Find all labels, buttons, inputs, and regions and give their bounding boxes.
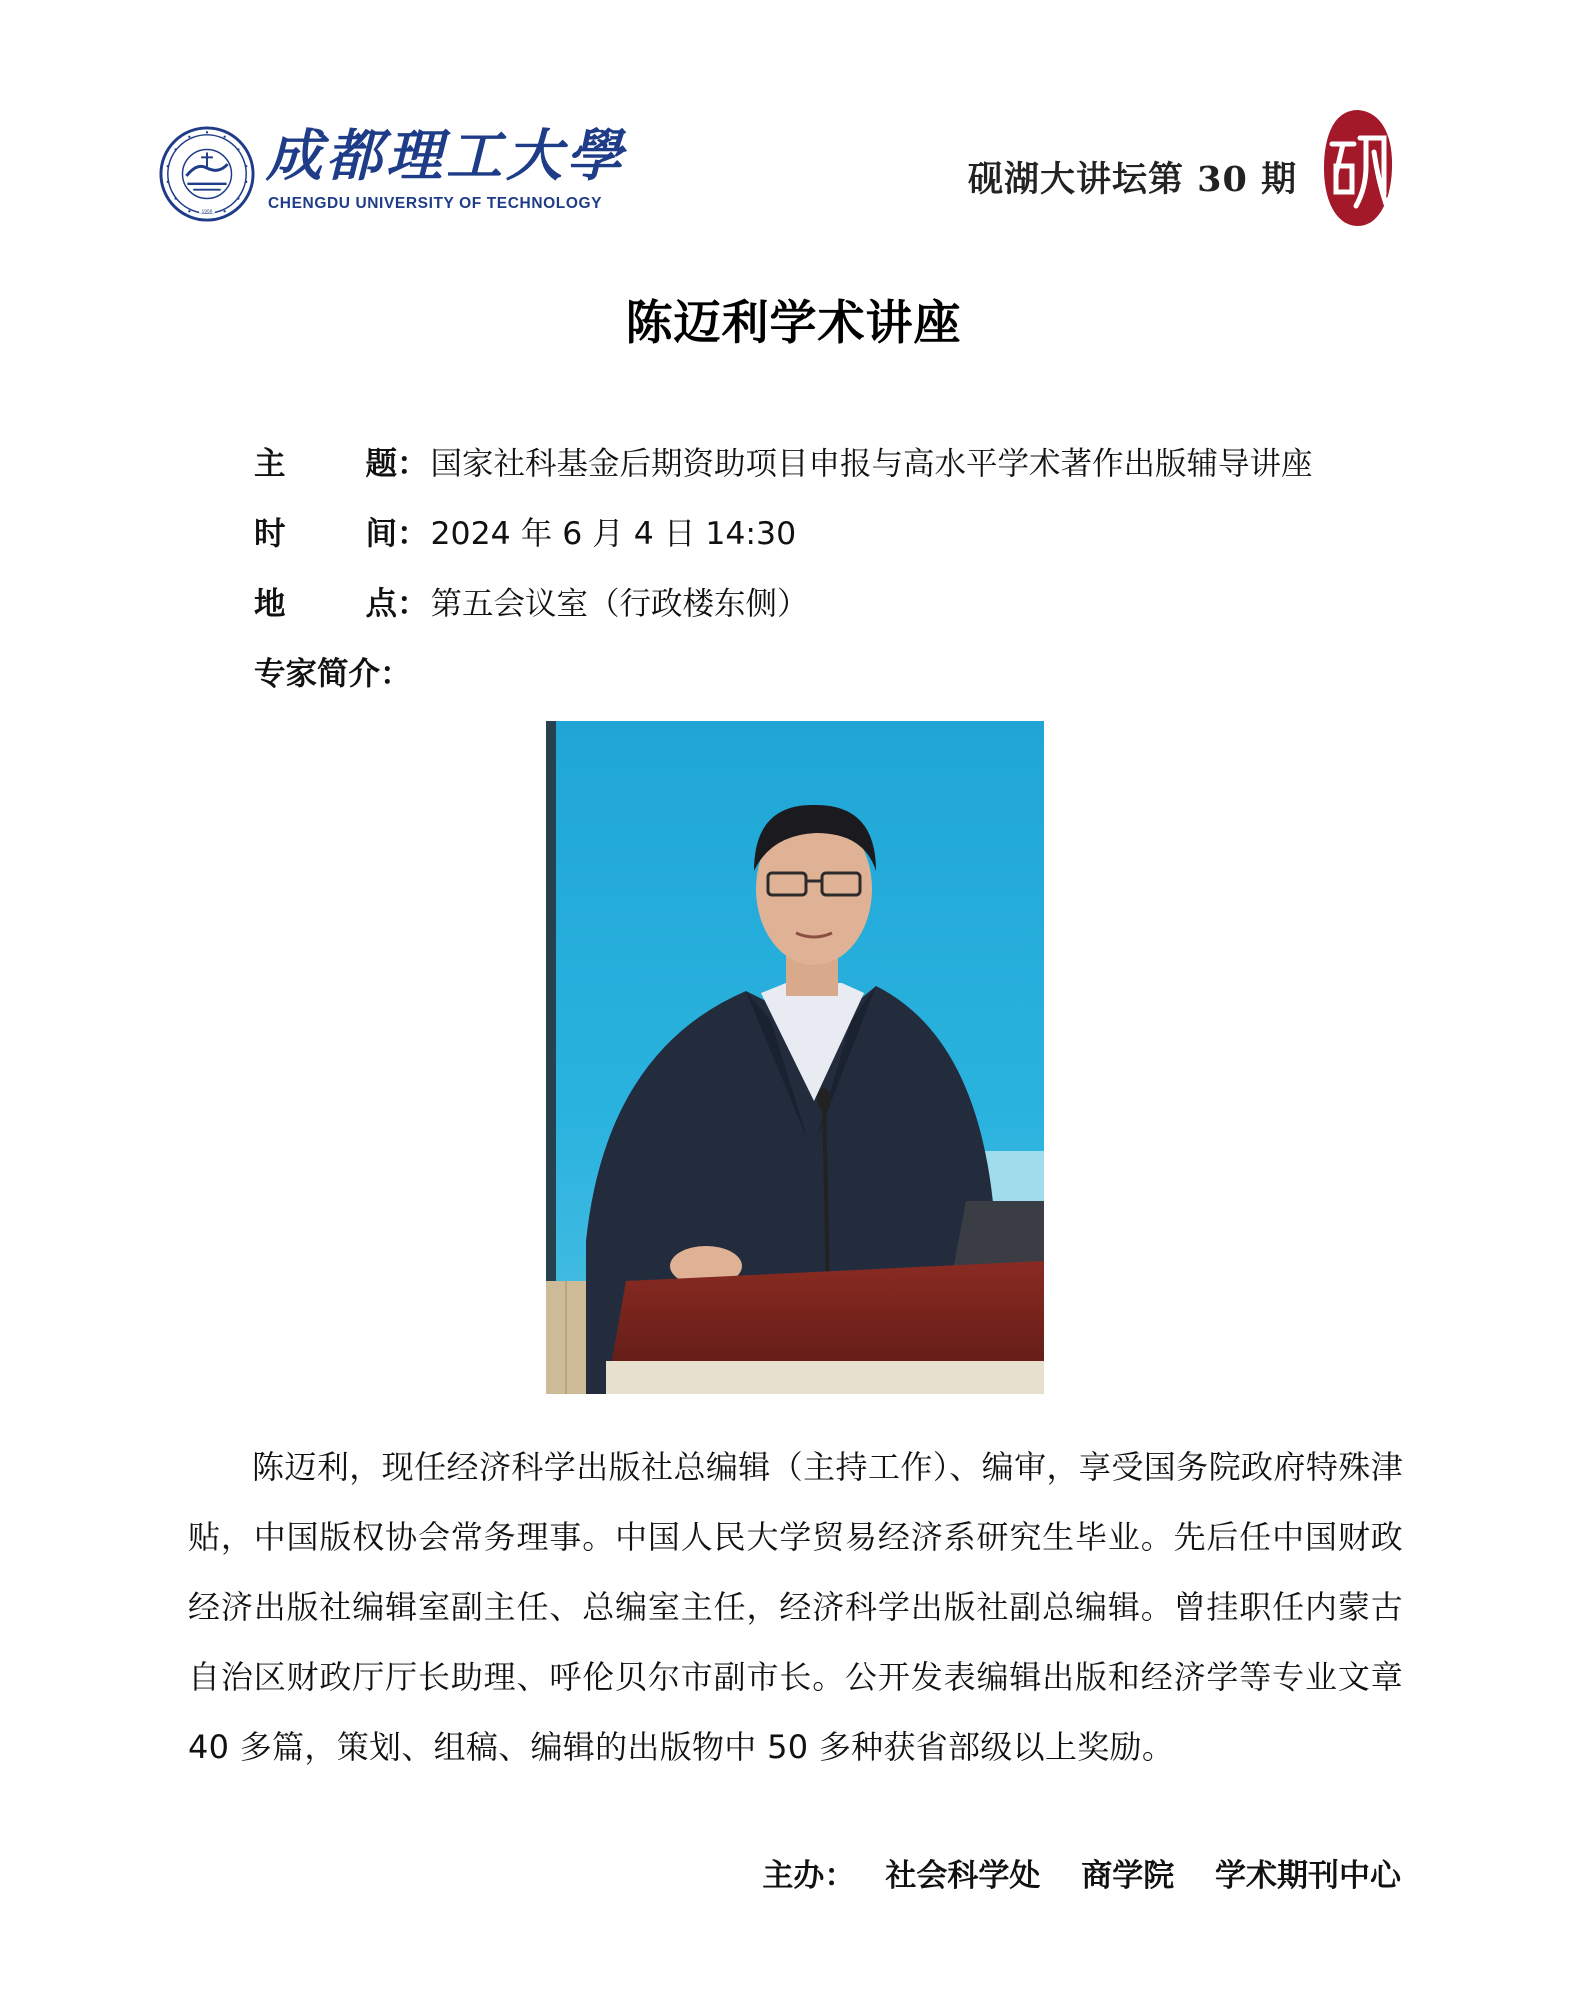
speaker-biography: 陈迈利，现任经济科学出版社总编辑（主持工作）、编审，享受国务院政府特殊津贴，中国版权协会常务理事。中国人民大学贸易经济系研究生毕业。先后任中国财政经济出版社编辑室副主任、总编室主任，经济科学出版社副总编辑。曾挂职任内蒙古自治区财政厅厅长助理、呼伦贝尔市副市长。公开发表编辑出版和经济学等专业文章 40 多篇，策划、组稿、编辑的出版物中 50 多种获省部级以上奖励。 bbox=[188, 1448, 1403, 1766]
topic-value: 国家社科基金后期资助项目申报与高水平学术著作出版辅导讲座 bbox=[430, 446, 1313, 482]
university-name-en: CHENGDU UNIVERSITY OF TECHNOLOGY bbox=[268, 195, 603, 212]
organizer-item: 学术期刊中心 bbox=[1215, 1858, 1401, 1894]
organizers bbox=[762, 1850, 1401, 1895]
lecture-info bbox=[254, 444, 1404, 724]
expert-intro-label: 专家简介： bbox=[254, 656, 412, 692]
time-value: 2024 年 6 月 4 日 14:30 bbox=[430, 516, 797, 552]
page-header bbox=[0, 0, 1587, 240]
lecture-title: 陈迈利学术讲座 bbox=[625, 296, 962, 351]
university-seal-logo bbox=[158, 125, 256, 223]
yan-seal-logo bbox=[1322, 108, 1394, 228]
svg-text:1956: 1956 bbox=[201, 209, 213, 215]
place-value: 第五会议室（行政楼东侧） bbox=[430, 586, 809, 622]
topic-colon: ： bbox=[397, 446, 429, 482]
topic-row bbox=[254, 444, 1404, 514]
place-colon: ： bbox=[397, 586, 429, 622]
topic-label: 主 题 bbox=[254, 446, 397, 482]
time-row bbox=[254, 514, 1404, 584]
organizer-item: 商学院 bbox=[1081, 1858, 1175, 1894]
time-label: 时 间 bbox=[254, 516, 397, 552]
time-colon: ： bbox=[397, 516, 429, 552]
organizers-label: 主办： bbox=[762, 1858, 856, 1894]
forum-series-title: 砚湖大讲坛第 30 期 bbox=[968, 159, 1298, 200]
expert-row bbox=[254, 654, 1404, 724]
organizer-item: 社会科学处 bbox=[885, 1858, 1041, 1894]
university-name-cn: 成都理工大學 bbox=[266, 123, 626, 189]
place-row bbox=[254, 584, 1404, 654]
speaker-photo bbox=[546, 721, 1044, 1394]
place-label: 地 点 bbox=[254, 586, 397, 622]
